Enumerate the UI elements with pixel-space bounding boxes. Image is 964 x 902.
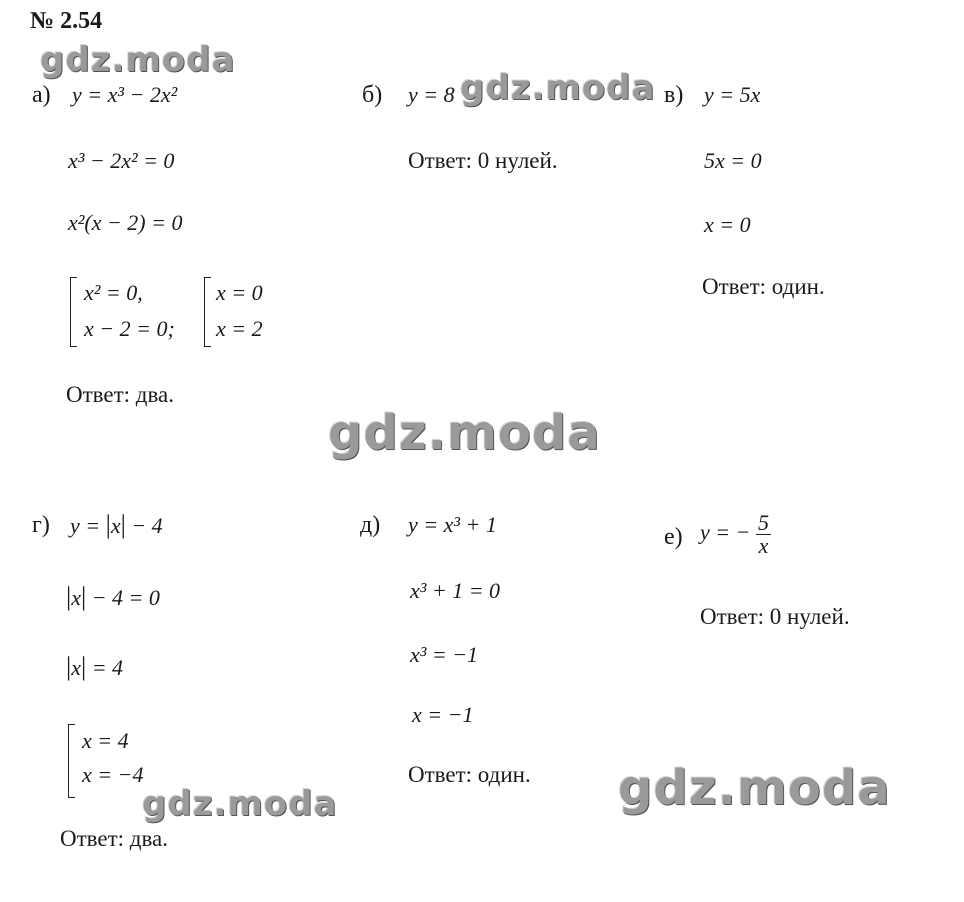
part-a-system-2-bracket	[204, 277, 211, 347]
part-g-eq1-post: − 4 = 0	[91, 585, 160, 610]
part-v-answer: Ответ: один.	[702, 274, 825, 299]
part-g-system-line-2: x = −4	[82, 762, 144, 787]
part-a-system-1-line-1: x² = 0,	[84, 280, 143, 305]
abs-bar-right: |	[80, 652, 87, 681]
part-e-fraction-numerator: 5	[757, 510, 769, 535]
part-d-equation-1: x³ + 1 = 0	[410, 578, 501, 603]
part-e-fraction	[756, 512, 771, 557]
part-g-system-line-1: x = 4	[82, 728, 129, 753]
abs-bar-left: |	[105, 510, 111, 539]
part-e-function	[700, 512, 771, 557]
problem-number: № 2.54	[30, 8, 103, 34]
watermark-bottom-left: gdz.moda	[142, 784, 338, 824]
part-g-function-pre: y =	[70, 513, 101, 538]
part-g-equation-2	[66, 652, 123, 682]
part-v-label: в)	[664, 82, 684, 108]
part-a-system-2-line-2: x = 2	[216, 316, 263, 341]
part-a-label: а)	[32, 82, 51, 108]
watermark-center: gdz.moda	[328, 405, 601, 461]
abs-bar-left: |	[66, 582, 72, 611]
watermark-top-middle: gdz.moda	[460, 68, 656, 108]
part-a-system-1-bracket	[70, 277, 77, 347]
part-a-answer: Ответ: два.	[66, 382, 175, 407]
part-g-function-post: − 4	[131, 513, 163, 538]
part-b-answer: Ответ: 0 нулей.	[408, 148, 558, 173]
part-d-equation-3: x = −1	[412, 702, 474, 727]
part-v-equation-1: 5x = 0	[704, 148, 762, 173]
part-b-label: б)	[362, 82, 383, 108]
watermark-top-left: gdz.moda	[40, 40, 236, 80]
abs-bar-right: |	[80, 582, 87, 611]
part-e-label: е)	[664, 524, 683, 550]
part-v-function: y = 5x	[704, 82, 761, 107]
part-g-label: г)	[32, 512, 50, 538]
abs-bar-right: |	[120, 510, 126, 539]
part-g-eq2-post: = 4	[91, 655, 124, 680]
part-g-answer: Ответ: два.	[60, 826, 169, 851]
part-e-answer: Ответ: 0 нулей.	[700, 604, 850, 629]
part-a-equation-2: x²(x − 2) = 0	[68, 210, 183, 235]
part-g-function-var: x	[110, 513, 121, 538]
part-g-eq1-var: x	[71, 585, 81, 610]
part-g-function	[70, 510, 163, 540]
part-g-equation-1	[66, 582, 160, 612]
part-e-fraction-denominator: x	[758, 533, 769, 558]
part-b-function: y = 8	[408, 82, 455, 107]
part-v-equation-2: x = 0	[704, 212, 751, 237]
watermark-bottom-right: gdz.moda	[618, 760, 891, 816]
abs-bar-left: |	[66, 652, 72, 681]
part-d-equation-2: x³ = −1	[410, 642, 479, 667]
part-a-system-2-line-1: x = 0	[216, 280, 263, 305]
part-d-function: y = x³ + 1	[408, 512, 497, 537]
part-e-function-pre: y = −	[700, 519, 751, 545]
part-a-equation-1: x³ − 2x² = 0	[68, 148, 175, 173]
part-d-label: д)	[360, 512, 381, 538]
part-d-answer: Ответ: один.	[408, 762, 531, 787]
part-a-function: y = x³ − 2x²	[72, 82, 178, 107]
part-g-system-bracket	[68, 724, 75, 798]
part-g-eq2-var: x	[71, 655, 81, 680]
part-a-system-1-line-2: x − 2 = 0;	[84, 316, 175, 341]
